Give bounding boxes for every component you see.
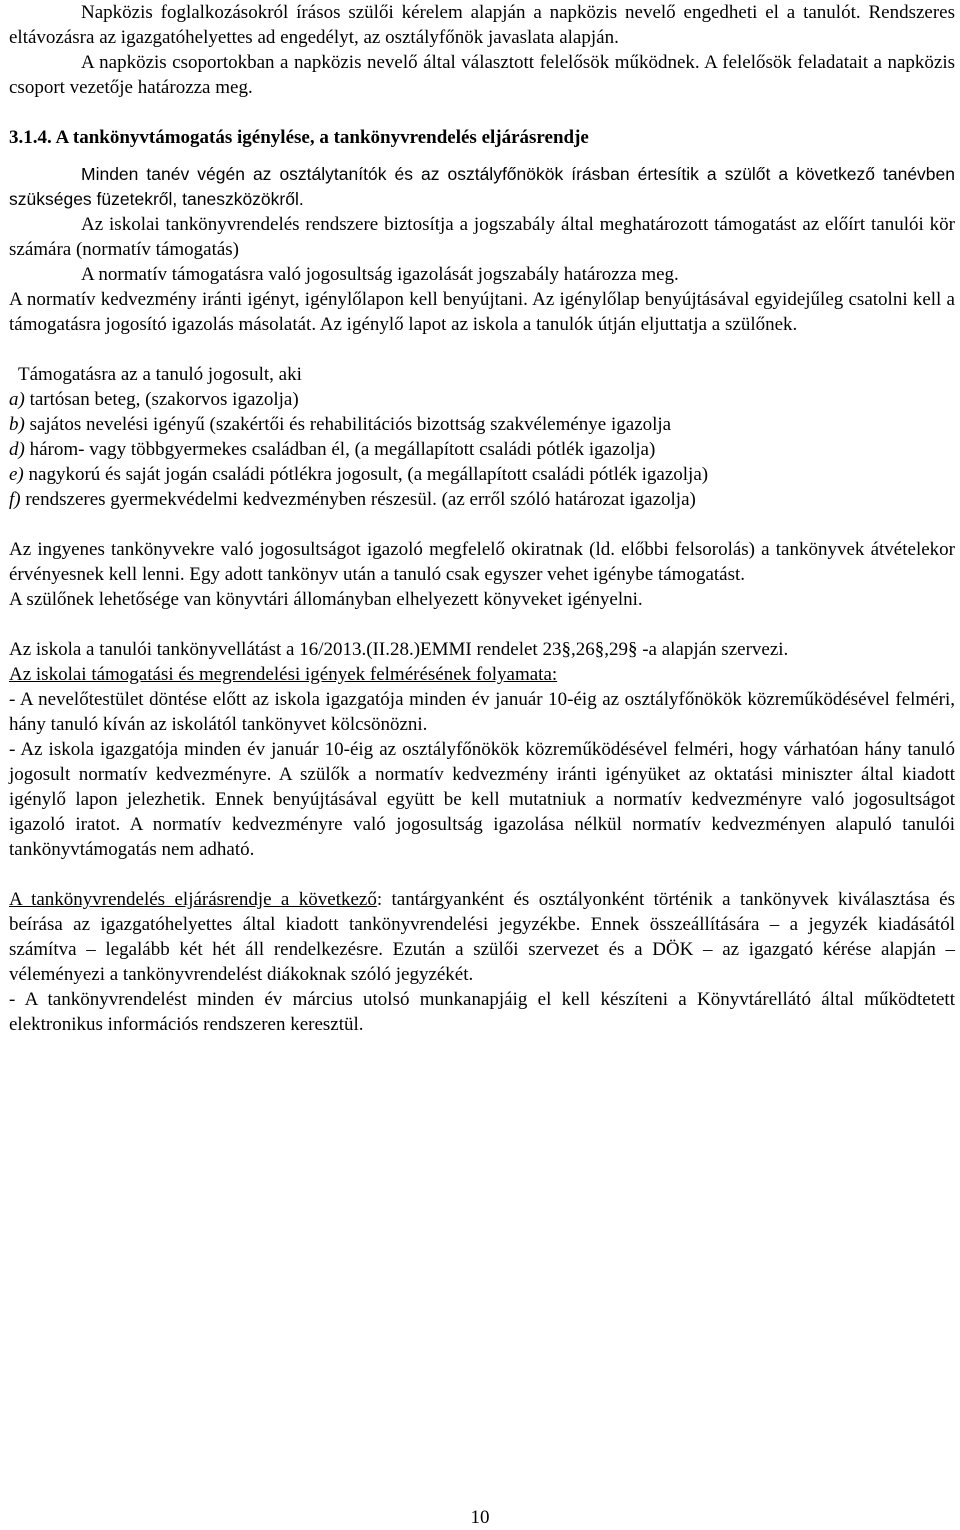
list-item xyxy=(9,437,955,462)
eligible-intro: Támogatásra az a tanuló jogosult, aki xyxy=(18,364,302,385)
list-item xyxy=(9,412,955,437)
paragraph-free-textbooks: Az ingyenes tankönyvekre való jogosultságot igazoló megfelelő okiratnak (ld. előbbi felsorolás) a tankönyvek átvételekor érvényesnek kell lenni. Egy adott tankönyv után a tanuló csak egyszer vehet igénybe támogatást. xyxy=(9,539,955,585)
page-number: 10 xyxy=(470,1507,490,1528)
paragraph-ordering-system: Az iskolai tankönyvrendelés rendszere biztosítja a jogszabály által meghatározott támogatást az előírt tanulói kör számára (normatív támogatás) xyxy=(9,214,955,260)
list-marker: a) xyxy=(9,389,25,410)
paragraph-library-books: A szülőnek lehetősége van könyvtári állományban elhelyezett könyveket igényelni. xyxy=(9,589,643,610)
intro-paragraph-2: A napközis csoportokban a napközis nevelő által választott felelősök működnek. A felelősök feladatait a napközis csoport vezetője határozza meg. xyxy=(9,52,955,98)
list-text: sajátos nevelési igényű (szakértői és rehabilitációs bizottság szakvéleménye igazolja xyxy=(29,414,672,435)
process-step-1: - A nevelőtestület döntése előtt az iskola igazgatója minden év január 10-éig az osztályfőnökök közreműködésével felméri, hány tanuló kíván az iskolától tankönyvet kölcsönözni. xyxy=(9,689,955,735)
order-title: A tankönyvrendelés eljárásrendje a következő xyxy=(9,889,377,910)
section-heading: 3.1.4. A tankönyvtámogatás igénylése, a tankönyvrendelés eljárásrendje xyxy=(9,127,589,148)
paragraph-order-deadline: - A tankönyvrendelést minden év március utolsó munkanapjáig el kell készíteni a Könyvtárellátó által működtetett elektronikus információs rendszeren keresztül. xyxy=(9,989,955,1035)
paragraph-notification: Minden tanév végén az osztálytanítók és az osztályfőnökök írásban értesítik a szülőt a következő tanévben szükséges füzetekről, taneszközökről. xyxy=(9,164,955,209)
list-text: tartósan beteg, (szakorvos igazolja) xyxy=(29,389,299,410)
paragraph-decree: Az iskola a tanulói tankönyvellátást a 16/2013.(II.28.)EMMI rendelet 23§,26§,29§ -a alapján szervezi. xyxy=(9,639,789,660)
list-item xyxy=(9,487,955,512)
intro-paragraph-1: Napközis foglalkozásokról írásos szülői kérelem alapján a napközis nevelő engedheti el a tanulót. Rendszeres eltávozásra az igazgatóhelyettes ad engedélyt, az osztályfőnök javaslata alapján. xyxy=(9,2,955,48)
paragraph-eligibility-rule: A normatív támogatásra való jogosultság igazolását jogszabály határozza meg. xyxy=(81,264,679,285)
list-marker: f) xyxy=(9,489,21,510)
list-text: rendszeres gyermekvédelmi kedvezményben részesül. (az erről szóló határozat igazolja) xyxy=(25,489,696,510)
list-item xyxy=(9,387,955,412)
process-title: Az iskolai támogatási és megrendelési igények felmérésének folyamata: xyxy=(9,664,558,685)
paragraph-request-form: A normatív kedvezmény iránti igényt, igénylőlapon kell benyújtani. Az igénylőlap benyújtásával egyidejűleg csatolni kell a támogatásra jogosító igazolás másolatát. Az igénylő lapot az iskola a tanulók útján eljuttatja a szülőnek. xyxy=(9,289,955,335)
criteria-list xyxy=(9,387,955,512)
paragraph-order-procedure xyxy=(9,887,955,987)
order-body: : tantárgyanként és osztályonként történik a tankönyvek kiválasztása és beírása az igazgatóhelyettes által kiadott tankönyvrendelési jegyzékbe. Ennek összeállítására – a jegyzék kiadásától számítva – legalább két hét áll rendelkezésre. Ezután a szülői szervezet és a DÖK – az igazgató kérése alapján – véleményezi a tankönyvrendelést diákoknak szóló jegyzékét. xyxy=(9,889,956,985)
list-item xyxy=(9,462,955,487)
list-text: nagykorú és saját jogán családi pótlékra jogosult, (a megállapított családi pótlék igazolja) xyxy=(28,464,709,485)
list-marker: e) xyxy=(9,464,24,485)
list-text: három- vagy többgyermekes családban él, (a megállapított családi pótlék igazolja) xyxy=(29,439,656,460)
list-marker: d) xyxy=(9,439,25,460)
process-step-2: - Az iskola igazgatója minden év január 10-éig az osztályfőnökök közreműködésével felméri, hogy várhatóan hány tanuló jogosult normatív kedvezményre. A szülők a normatív kedvezmény iránti igényüket az oktatási miniszter által kiadott igénylő lapon jelezhetik. Ennek benyújtásával együtt be kell mutatniuk a normatív kedvezményre való jogosultságot igazoló iratot. A normatív kedvezményre való jogosultság igazolása nélkül normatív kedvezményen alapuló tanulói tankönyvtámogatás nem adható. xyxy=(9,739,955,860)
document-page xyxy=(9,0,955,1037)
list-marker: b) xyxy=(9,414,25,435)
